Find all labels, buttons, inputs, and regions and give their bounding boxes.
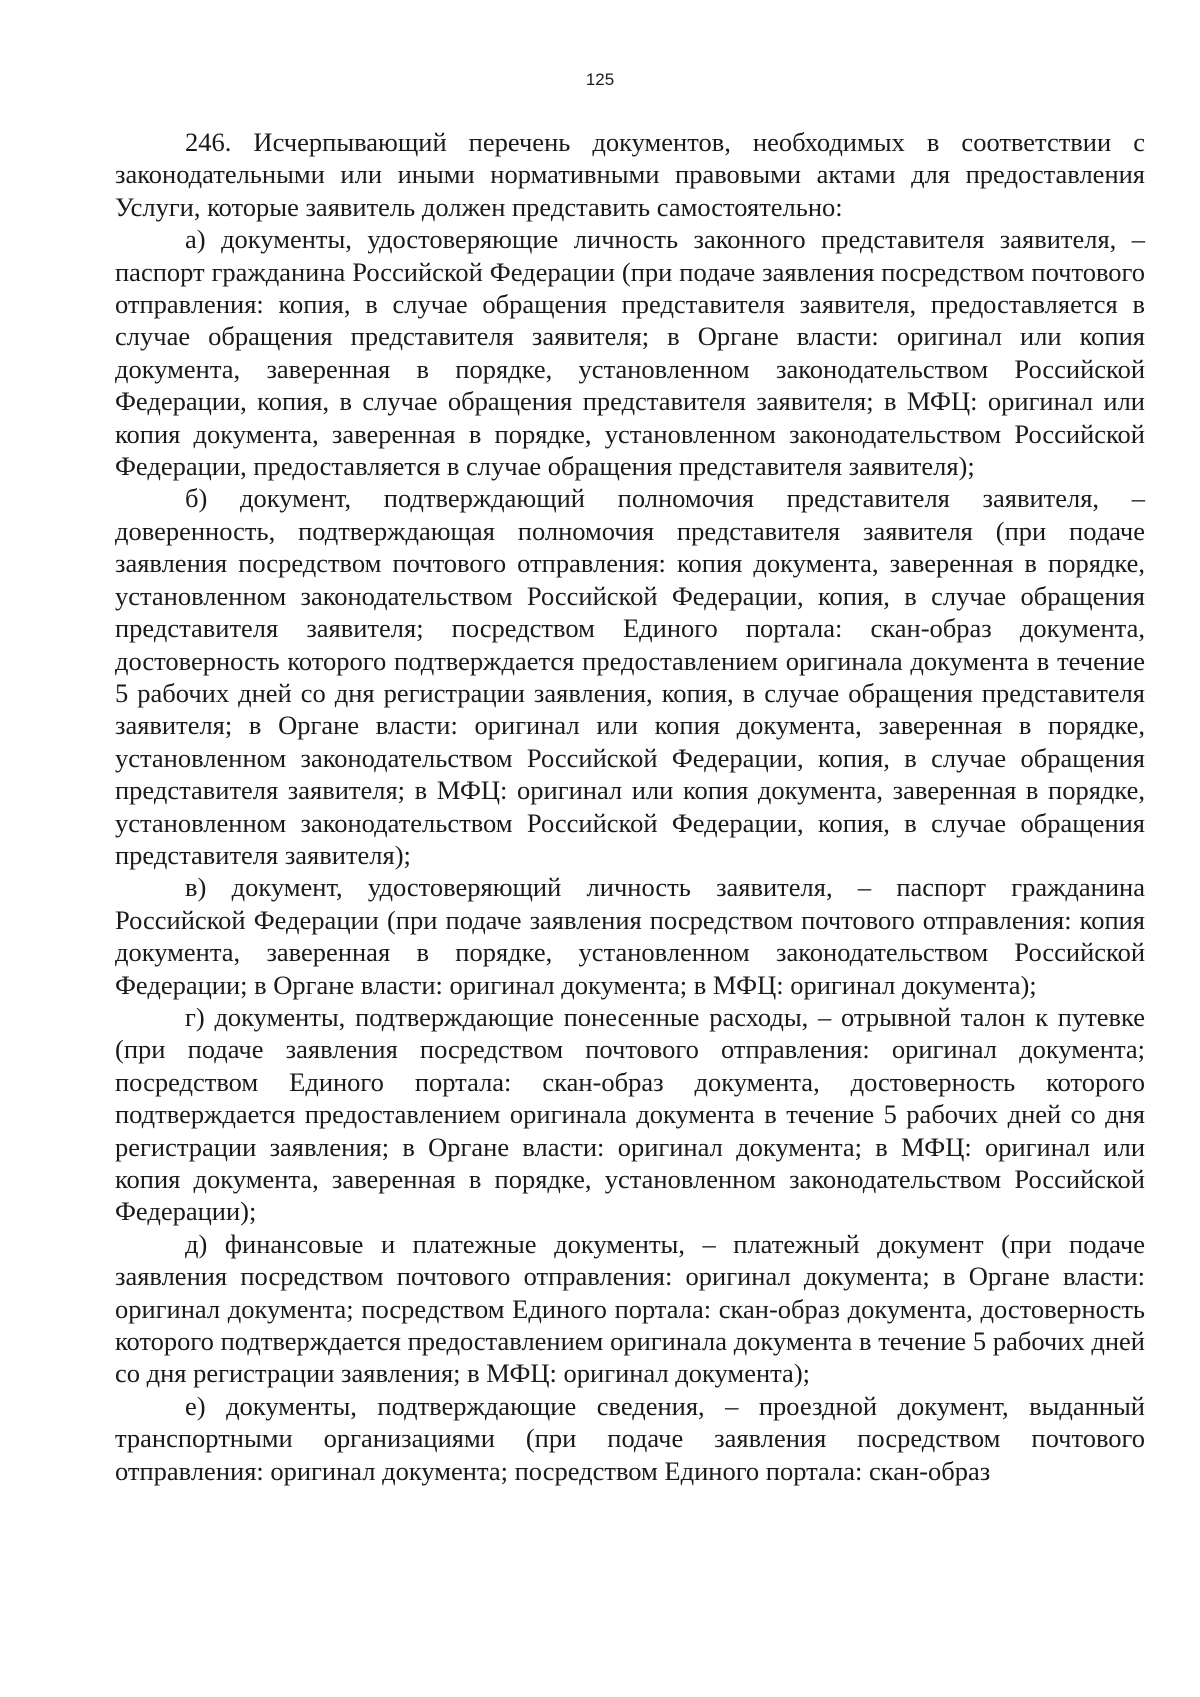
page-number: 125 <box>585 70 615 89</box>
paragraph-item-v: в) документ, удостоверяющий личность заявителя, – паспорт гражданина Российской Федерации (при подаче заявления посредством почтового отправления: копия документа, заверенная в порядке, установленном законодательством Российской Федерации; в Органе власти: оригинал документа; в МФЦ: оригинал документа); <box>115 872 1145 1000</box>
paragraph-item-g: г) документы, подтверждающие понесенные расходы, – отрывной талон к путевке (при подаче заявления посредством почтового отправления: оригинал документа; посредством Единого портала: скан-образ документа, достоверность которого подтверждается предоставлением оригинала документа в течение 5 рабочих дней со дня регистрации заявления; в Органе власти: оригинал документа; в МФЦ: оригинал или копия документа, заверенная в порядке, установленном законодательством Российской Федерации); <box>115 1001 1145 1227</box>
paragraph-item-d: д) финансовые и платежные документы, – платежный документ (при подаче заявления посредством почтового отправления: оригинал документа; в Органе власти: оригинал документа; посредством Единого портала: скан-образ документа, достоверность которого подтверждается предоставлением оригинала документа в течение 5 рабочих дней со дня регистрации заявления; в МФЦ: оригинал документа); <box>115 1228 1145 1389</box>
paragraph-item-e: е) документы, подтверждающие сведения, – проездной документ, выданный транспортными организациями (при подаче заявления посредством почтового отправления: оригинал документа; посредством Единого портала: скан-образ <box>115 1390 1145 1486</box>
paragraph-item-a: а) документы, удостоверяющие личность законного представителя заявителя, – паспорт гражданина Российской Федерации (при подаче заявления посредством почтового отправления: копия, в случае обращения представителя заявителя, предоставляется в случае обращения представителя заявителя; в Органе власти: оригинал или копия документа, заверенная в порядке, установленном законодательством Российской Федерации, копия, в случае обращения представителя заявителя; в МФЦ: оригинал или копия документа, заверенная в порядке, установленном законодательством Российской Федерации, предоставляется в случае обращения представителя заявителя); <box>115 224 1145 482</box>
document-body <box>115 126 1145 1487</box>
paragraph-item-b: б) документ, подтверждающий полномочия представителя заявителя, – доверенность, подтверждающая полномочия представителя заявителя (при подаче заявления посредством почтового отправления: копия документа, заверенная в порядке, установленном законодательством Российской Федерации, копия, в случае обращения представителя заявителя; посредством Единого портала: скан-образ документа, достоверность которого подтверждается предоставлением оригинала документа в течение 5 рабочих дней со дня регистрации заявления, копия, в случае обращения представителя заявителя; в Органе власти: оригинал или копия документа, заверенная в порядке, установленном законодательством Российской Федерации, копия, в случае обращения представителя заявителя; в МФЦ: оригинал или копия документа, заверенная в порядке, установленном законодательством Российской Федерации, копия, в случае обращения представителя заявителя); <box>115 483 1145 870</box>
paragraph-246-intro: 246. Исчерпывающий перечень документов, необходимых в соответствии с законодательными или иными нормативными правовыми актами для предоставления Услуги, которые заявитель должен представить самостоятельно: <box>115 127 1145 222</box>
